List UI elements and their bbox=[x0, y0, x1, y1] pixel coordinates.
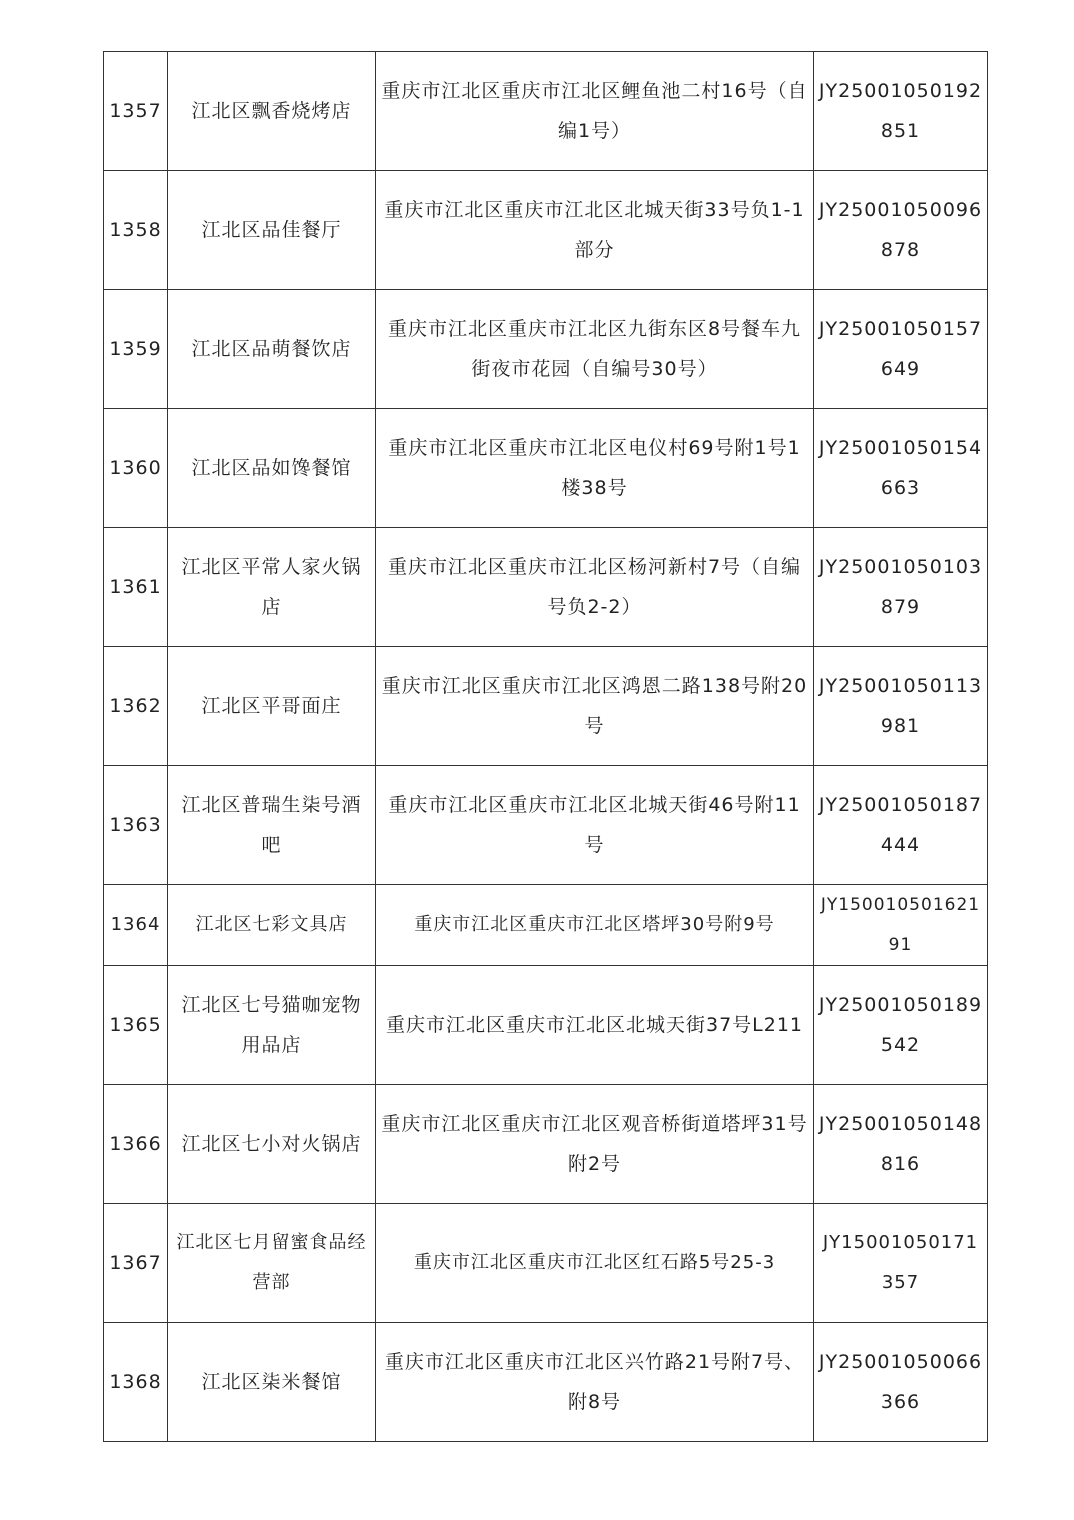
business-address: 重庆市江北区重庆市江北区北城天街33号负1-1部分 bbox=[376, 171, 814, 290]
table-row bbox=[104, 1204, 988, 1323]
row-number: 1360 bbox=[104, 409, 168, 528]
business-name: 江北区品佳餐厅 bbox=[168, 171, 376, 290]
business-name: 江北区品如馋餐馆 bbox=[168, 409, 376, 528]
table-row bbox=[104, 885, 988, 966]
business-name: 江北区平哥面庄 bbox=[168, 647, 376, 766]
business-address: 重庆市江北区重庆市江北区北城天街37号L211 bbox=[376, 966, 814, 1085]
license-code: JY25001050096878 bbox=[814, 171, 988, 290]
business-address: 重庆市江北区重庆市江北区鲤鱼池二村16号（自编1号） bbox=[376, 52, 814, 171]
business-address: 重庆市江北区重庆市江北区兴竹路21号附7号、附8号 bbox=[376, 1323, 814, 1442]
table-row bbox=[104, 171, 988, 290]
row-number: 1368 bbox=[104, 1323, 168, 1442]
license-code: JY25001050066366 bbox=[814, 1323, 988, 1442]
table-row bbox=[104, 528, 988, 647]
table-row bbox=[104, 1085, 988, 1204]
business-name: 江北区平常人家火锅店 bbox=[168, 528, 376, 647]
business-address: 重庆市江北区重庆市江北区鸿恩二路138号附20号 bbox=[376, 647, 814, 766]
table-body bbox=[104, 52, 988, 1442]
row-number: 1364 bbox=[104, 885, 168, 966]
business-address: 重庆市江北区重庆市江北区九街东区8号餐车九街夜市花园（自编号30号） bbox=[376, 290, 814, 409]
business-name: 江北区品萌餐饮店 bbox=[168, 290, 376, 409]
business-address: 重庆市江北区重庆市江北区北城天街46号附11号 bbox=[376, 766, 814, 885]
license-code: JY15001050171357 bbox=[814, 1204, 988, 1323]
table-row bbox=[104, 290, 988, 409]
table-row bbox=[104, 52, 988, 171]
business-address: 重庆市江北区重庆市江北区塔坪30号附9号 bbox=[376, 885, 814, 966]
license-code: JY25001050148816 bbox=[814, 1085, 988, 1204]
row-number: 1363 bbox=[104, 766, 168, 885]
license-code: JY25001050113981 bbox=[814, 647, 988, 766]
row-number: 1365 bbox=[104, 966, 168, 1085]
business-name: 江北区七月留蜜食品经营部 bbox=[168, 1204, 376, 1323]
table-row bbox=[104, 409, 988, 528]
business-name: 江北区飘香烧烤店 bbox=[168, 52, 376, 171]
license-code: JY25001050192851 bbox=[814, 52, 988, 171]
table-row bbox=[104, 766, 988, 885]
business-name: 江北区七小对火锅店 bbox=[168, 1085, 376, 1204]
license-code: JY15001050162191 bbox=[814, 885, 988, 966]
table-row bbox=[104, 966, 988, 1085]
row-number: 1358 bbox=[104, 171, 168, 290]
row-number: 1367 bbox=[104, 1204, 168, 1323]
business-address: 重庆市江北区重庆市江北区红石路5号25-3 bbox=[376, 1204, 814, 1323]
row-number: 1362 bbox=[104, 647, 168, 766]
row-number: 1361 bbox=[104, 528, 168, 647]
license-code: JY25001050103879 bbox=[814, 528, 988, 647]
business-name: 江北区普瑞生柒号酒吧 bbox=[168, 766, 376, 885]
license-code: JY25001050157649 bbox=[814, 290, 988, 409]
business-name: 江北区七号猫咖宠物用品店 bbox=[168, 966, 376, 1085]
table-row bbox=[104, 647, 988, 766]
business-address: 重庆市江北区重庆市江北区杨河新村7号（自编号负2-2） bbox=[376, 528, 814, 647]
license-code: JY25001050154663 bbox=[814, 409, 988, 528]
business-name: 江北区七彩文具店 bbox=[168, 885, 376, 966]
license-registry-sheet bbox=[103, 51, 987, 1442]
license-code: JY25001050187444 bbox=[814, 766, 988, 885]
row-number: 1366 bbox=[104, 1085, 168, 1204]
license-registry-table bbox=[103, 51, 988, 1442]
business-name: 江北区柒米餐馆 bbox=[168, 1323, 376, 1442]
business-address: 重庆市江北区重庆市江北区观音桥街道塔坪31号附2号 bbox=[376, 1085, 814, 1204]
business-address: 重庆市江北区重庆市江北区电仪村69号附1号1楼38号 bbox=[376, 409, 814, 528]
row-number: 1359 bbox=[104, 290, 168, 409]
license-code: JY25001050189542 bbox=[814, 966, 988, 1085]
table-row bbox=[104, 1323, 988, 1442]
row-number: 1357 bbox=[104, 52, 168, 171]
